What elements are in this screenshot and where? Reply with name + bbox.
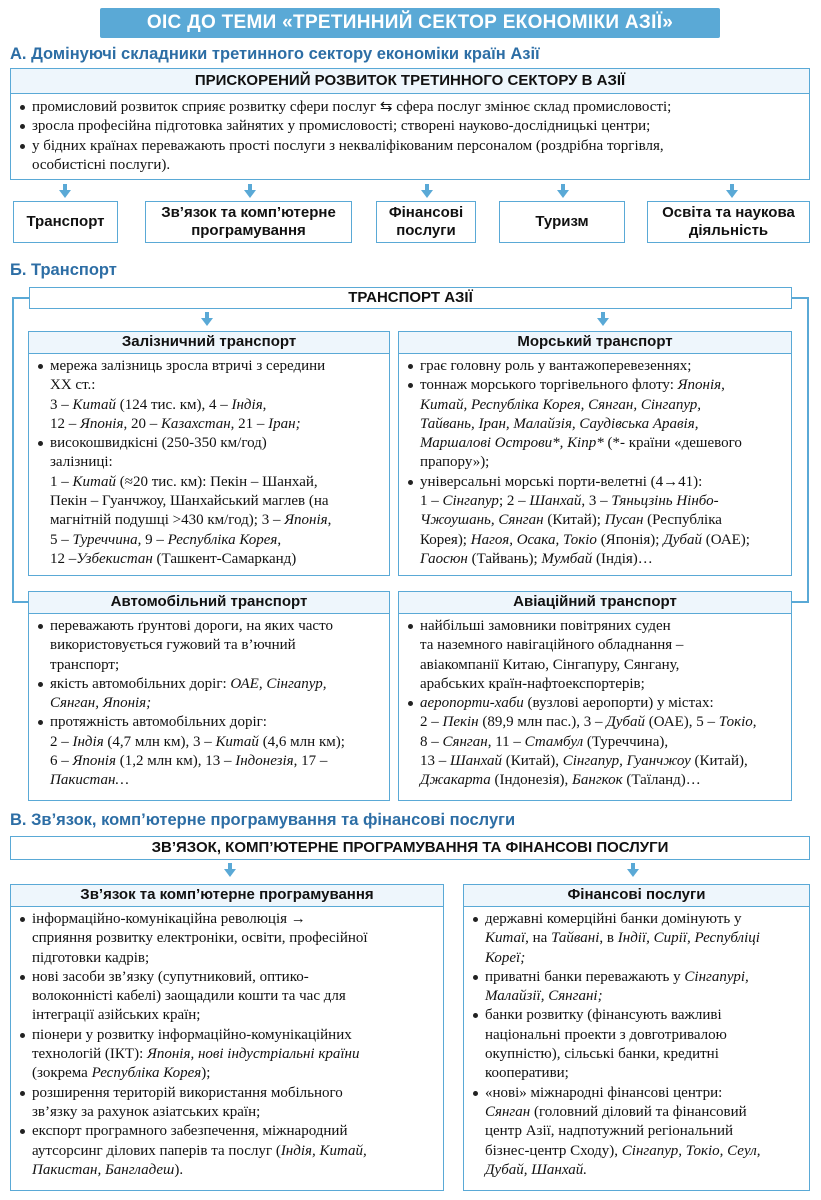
list-item xyxy=(470,968,805,1007)
text: Корея); xyxy=(420,531,471,548)
text: (вузлові аеропорти) у містах: xyxy=(523,695,714,712)
country: Китай, Республіка Корея, Сянган, Сінгапур, xyxy=(420,396,702,413)
country: Казахстан xyxy=(160,415,231,432)
text: якість автомобільних доріг: xyxy=(50,675,231,692)
category-communication xyxy=(145,201,352,243)
text: 8 – xyxy=(420,733,443,750)
list-item xyxy=(470,910,805,968)
country: Туреччина xyxy=(72,531,138,548)
city: Чжоушань, Сянган xyxy=(420,512,544,529)
arrow-down-icon xyxy=(421,190,433,198)
text: грає головну роль у вантажоперевезеннях; xyxy=(420,358,692,374)
text: підготовки кадрів; xyxy=(32,949,150,966)
communication-box xyxy=(10,884,444,1191)
text: 2 – xyxy=(420,714,443,731)
country: Республіка Корея xyxy=(167,531,278,548)
city: Сянган xyxy=(442,733,488,750)
list-item xyxy=(17,968,439,1026)
text: універсальні морські порти-велетні (4→41): xyxy=(420,473,703,490)
text: інформаційно-комунікаційна революція → xyxy=(32,911,306,927)
category-label: Фінансові xyxy=(388,204,464,221)
country: Японія xyxy=(80,415,124,432)
text: , xyxy=(277,531,282,548)
text: та наземного навігаційного обладнання – xyxy=(420,637,684,654)
connector-line xyxy=(807,297,809,603)
text: 13 – xyxy=(420,753,450,770)
list-item xyxy=(405,473,787,569)
list-item xyxy=(405,376,787,472)
text: транспорт; xyxy=(50,656,120,673)
section-b-heading: Б. Транспорт xyxy=(10,261,117,279)
road-transport-title: Автомобільний транспорт xyxy=(29,592,389,614)
text: (ОАЕ); xyxy=(701,531,750,548)
text: кооперативи; xyxy=(485,1065,569,1082)
text: (Китай), xyxy=(502,753,563,770)
text: державні комерційні банки домінують у xyxy=(485,911,742,927)
list-item xyxy=(405,617,787,694)
text: (Китай); xyxy=(543,512,605,529)
arrow-down-icon xyxy=(59,190,71,198)
text: 12 – xyxy=(50,415,80,432)
text: , xyxy=(327,512,332,529)
city: Сянган xyxy=(485,1103,531,1120)
communication-list xyxy=(11,907,443,1180)
text: , 11 – xyxy=(487,733,525,750)
text: (4,6 млн км); xyxy=(258,733,345,750)
text: ). xyxy=(174,1161,184,1178)
text: арабських країн-нафтоекспортерів; xyxy=(420,675,645,692)
city: Пекін xyxy=(442,714,479,731)
city: Стамбул xyxy=(524,733,584,750)
text: (Індія)… xyxy=(592,550,653,567)
text: , 3 – xyxy=(581,493,612,510)
text: національні проекти з довготривалою xyxy=(485,1026,727,1043)
country: Сінгапурі, xyxy=(684,968,749,985)
text: бізнес-центр Сходу), xyxy=(485,1142,622,1159)
text: використовується гужовий та в’ючний xyxy=(50,637,296,654)
city: Пусан xyxy=(604,512,644,529)
text: (*- країни «дешевого xyxy=(603,435,742,452)
country: Індія xyxy=(72,733,104,750)
text: , xyxy=(262,396,267,413)
text: приватні банки переважають у xyxy=(485,968,685,985)
transport-asia-title: ТРАНСПОРТ АЗІЇ xyxy=(348,289,473,306)
text: (головний діловий та фінансовий xyxy=(530,1103,747,1120)
city: Дубай xyxy=(606,714,645,731)
category-label: Туризм xyxy=(535,213,589,230)
city: Токіо xyxy=(718,714,753,731)
text: мережа залізниць зросла втричі з середини xyxy=(50,358,326,374)
text: (Японія); xyxy=(596,531,664,548)
text: інтеграції азійських країн; xyxy=(32,1007,201,1024)
text: переважають ґрунтові дороги, на яких часто xyxy=(50,618,333,634)
text: нові засоби зв’язку (супутниковий, оптико- xyxy=(32,968,309,985)
category-label: Освіта та наукова xyxy=(662,204,795,221)
road-transport-box xyxy=(28,591,390,801)
air-list xyxy=(399,614,791,791)
country: Китай xyxy=(72,396,116,413)
text: 1 – xyxy=(50,473,73,490)
text: 12 – xyxy=(50,550,77,567)
text: ; 2 – xyxy=(498,493,530,510)
section-c-heading: В. Зв’язок, комп’ютерне програмування та фінансові послуги xyxy=(10,811,516,829)
text: , xyxy=(752,714,757,731)
comm-finance-box xyxy=(10,836,810,860)
list-item xyxy=(17,910,439,968)
connector-line xyxy=(12,601,28,603)
text: , 9 – xyxy=(137,531,168,548)
text: , на xyxy=(525,930,552,947)
city: Сінгапур xyxy=(442,493,499,510)
category-label: Транспорт xyxy=(26,213,105,230)
text: 1 – xyxy=(420,493,443,510)
country: Японія, нові індустріальні країни xyxy=(147,1046,360,1063)
category-finance xyxy=(376,201,476,243)
text: окупністю), сільські банки, кредитні xyxy=(485,1046,719,1063)
air-transport-title: Авіаційний транспорт xyxy=(399,592,791,614)
accelerated-development-title: ПРИСКОРЕНИЙ РОЗВИТОК ТРЕТИННОГО СЕКТОРУ В АЗІЇ xyxy=(11,69,809,94)
connector-line xyxy=(12,297,14,603)
text: експорт програмного забезпечення, міжнародний xyxy=(32,1123,348,1140)
text: центр Азії, надпотужний регіональний xyxy=(485,1123,733,1140)
section-a-heading: А. Домінуючі складники третинного сектору економіки країн Азії xyxy=(10,45,540,63)
text: зв’язку за рахунок азіатських країн; xyxy=(32,1103,261,1120)
country: Індії, Сирії, Республіці xyxy=(617,930,760,947)
text: (Китай), xyxy=(690,753,748,770)
text: (Таїланд)… xyxy=(622,772,701,789)
country: Індія, Китай, xyxy=(280,1142,367,1159)
text: XX ст.: xyxy=(50,377,96,394)
country: Сянган, Японія; xyxy=(50,695,152,712)
list-item xyxy=(35,617,385,675)
list-item xyxy=(35,357,385,434)
text: технологій (ІКТ): xyxy=(32,1046,147,1063)
text: (Туреччина), xyxy=(583,733,669,750)
text: (1,2 млн км), 13 – xyxy=(115,753,236,770)
city: Джакарта xyxy=(420,772,491,789)
accelerated-development-box xyxy=(10,68,810,180)
country: Маршалові Острови*, Кіпр* xyxy=(420,435,604,452)
country: Японія xyxy=(284,512,328,529)
text: залізниці: xyxy=(50,454,113,471)
category-tourism xyxy=(499,201,625,243)
list-item xyxy=(470,1006,805,1083)
text: , в xyxy=(599,930,618,947)
term: аеропорти-хаби xyxy=(420,695,524,712)
country: Пакистан, Бангладеш xyxy=(32,1161,175,1178)
text: протяжність автомобільних доріг: xyxy=(50,714,267,731)
country: Японія xyxy=(72,753,116,770)
text: , 20 – xyxy=(123,415,161,432)
text: , 17 – xyxy=(293,753,328,770)
city: Шанхай xyxy=(450,753,503,770)
list-item xyxy=(35,434,385,569)
text: банки розвитку (фінансують важливі xyxy=(485,1007,722,1024)
country: Китаї xyxy=(485,930,526,947)
text: (≈20 тис. км): Пекін – Шанхай, xyxy=(115,473,318,490)
text: (Ташкент-Самарканд) xyxy=(152,550,297,567)
country: Тайвані xyxy=(551,930,600,947)
category-label: Зв’язок та комп’ютерне xyxy=(161,204,336,221)
city: Дубай, Шанхай. xyxy=(485,1161,588,1178)
country: Кореї; xyxy=(485,949,526,966)
arrow-down-icon xyxy=(201,318,213,326)
text: піонери у розвитку інформаційно-комунікаційних xyxy=(32,1026,352,1043)
category-education xyxy=(647,201,810,243)
finance-box xyxy=(463,884,810,1191)
city: Мумбай xyxy=(541,550,593,567)
city: Тяньцзінь Нінбо- xyxy=(611,493,719,510)
comm-finance-title: ЗВ’ЯЗОК, КОМП’ЮТЕРНЕ ПРОГРАМУВАННЯ ТА ФІНАНСОВІ ПОСЛУГИ xyxy=(151,839,669,856)
city: Нагоя, Осака, Токіо xyxy=(470,531,597,548)
rail-transport-title: Залізничний транспорт xyxy=(29,332,389,354)
text: 3 – xyxy=(50,396,73,413)
category-label: діяльність xyxy=(688,222,769,239)
country: Пакистан… xyxy=(50,772,129,789)
list-item xyxy=(17,1084,439,1123)
text: 6 – xyxy=(50,753,73,770)
text: ); xyxy=(201,1065,211,1082)
text: (зокрема xyxy=(32,1065,92,1082)
finance-title: Фінансові послуги xyxy=(464,885,809,907)
text: «нові» міжнародні фінансові центри: xyxy=(485,1084,723,1101)
text: прапору»); xyxy=(420,454,490,471)
text: 2 – xyxy=(50,733,73,750)
text: (124 тис. км), 4 – xyxy=(115,396,232,413)
list-item xyxy=(405,694,787,790)
air-transport-box xyxy=(398,591,792,801)
connector-line xyxy=(12,297,29,299)
list-item xyxy=(35,675,385,714)
arrow-down-icon xyxy=(224,869,236,877)
country: Японія, xyxy=(677,377,725,394)
list-item xyxy=(17,1122,439,1180)
text: магнітній подушці >430 км/год); 3 – xyxy=(50,512,285,529)
transport-asia-box xyxy=(29,287,792,309)
arrow-down-icon xyxy=(557,190,569,198)
country: Малайзії, Сянгані; xyxy=(485,988,603,1005)
category-label: програмування xyxy=(191,222,306,239)
text: 5 – xyxy=(50,531,73,548)
text: (Індонезія), xyxy=(490,772,573,789)
list-item: у бідних країнах переважають прості послуги з некваліфікованим персоналом (роздрібна торгівля, xyxy=(17,137,803,156)
city: Дубай xyxy=(663,531,702,548)
text: найбільші замовники повітряних суден xyxy=(420,618,671,634)
arrow-down-icon xyxy=(597,318,609,326)
page-banner: ОІС ДО ТЕМИ «ТРЕТИННИЙ СЕКТОР ЕКОНОМІКИ АЗІЇ» xyxy=(100,8,720,38)
text: (4,7 млн км), 3 – xyxy=(103,733,216,750)
country: ОАЕ, Сінгапур, xyxy=(230,675,327,692)
sea-list xyxy=(399,354,791,569)
country: Узбекистан xyxy=(76,550,153,567)
sea-transport-title: Морський транспорт xyxy=(399,332,791,354)
text: сприяння розвитку електроніки, освіти, професійної xyxy=(32,930,368,947)
sea-transport-box xyxy=(398,331,792,576)
text: тоннаж морського торгівельного флоту: xyxy=(420,377,678,394)
arrow-down-icon xyxy=(244,190,256,198)
road-list xyxy=(29,614,389,791)
rail-transport-box xyxy=(28,331,390,576)
list-item: зросла професійна підготовка зайнятих у промисловості; створені науково-дослідницькі центри; xyxy=(17,117,803,136)
country: Республіка Корея xyxy=(91,1065,202,1082)
text: авіакомпанії Китаю, Сінгапуру, Сянгану, xyxy=(420,656,680,673)
text: (89,9 млн пас.), 3 – xyxy=(478,714,607,731)
text: (Республіка xyxy=(643,512,722,529)
country: Іран; xyxy=(268,415,301,432)
text: розширення територій використання мобільного xyxy=(32,1084,343,1101)
city: Сінгапур, Гуанчжоу xyxy=(562,753,691,770)
arrow-down-icon xyxy=(627,869,639,877)
connector-line xyxy=(792,601,809,603)
text: (ОАЕ), 5 – xyxy=(644,714,719,731)
list-item xyxy=(405,357,787,376)
text: (Тайвань); xyxy=(467,550,542,567)
list-item-continuation: особистісні послуги). xyxy=(32,156,171,173)
communication-title: Зв’язок та комп’ютерне програмування xyxy=(11,885,443,907)
city: Бангкок xyxy=(572,772,623,789)
city: Сінгапур, Токіо, Сеул, xyxy=(621,1142,761,1159)
text: волоконністі кабелі) заощадили кошти та час для xyxy=(32,988,346,1005)
rail-list xyxy=(29,354,389,569)
category-label: послуги xyxy=(396,222,456,239)
list-item: промисловий розвиток сприяє розвитку сфери послуг ⇆ сфера послуг змінює склад промисловості; xyxy=(17,98,803,117)
finance-list xyxy=(464,907,809,1180)
list-item xyxy=(35,713,385,790)
country: Індія xyxy=(231,396,263,413)
text: аутсорсинг ділових паперів та послуг ( xyxy=(32,1142,281,1159)
category-transport xyxy=(13,201,118,243)
text: Пекін – Гуанчжоу, Шанхайський маглев (на xyxy=(50,493,329,510)
text: , 21 – xyxy=(230,415,269,432)
country: Тайвань, Іран, Малайзія, Саудівська Аравія, xyxy=(420,415,699,432)
city: Гаосюн xyxy=(420,550,468,567)
list-item xyxy=(17,1026,439,1084)
list-item xyxy=(470,1084,805,1180)
country: Китай xyxy=(72,473,116,490)
country: Китай xyxy=(215,733,259,750)
accelerated-development-list xyxy=(11,94,809,156)
text: високошвидкісні (250-350 км/год) xyxy=(50,435,267,452)
country: Індонезія xyxy=(235,753,294,770)
arrow-down-icon xyxy=(726,190,738,198)
city: Шанхай xyxy=(529,493,582,510)
